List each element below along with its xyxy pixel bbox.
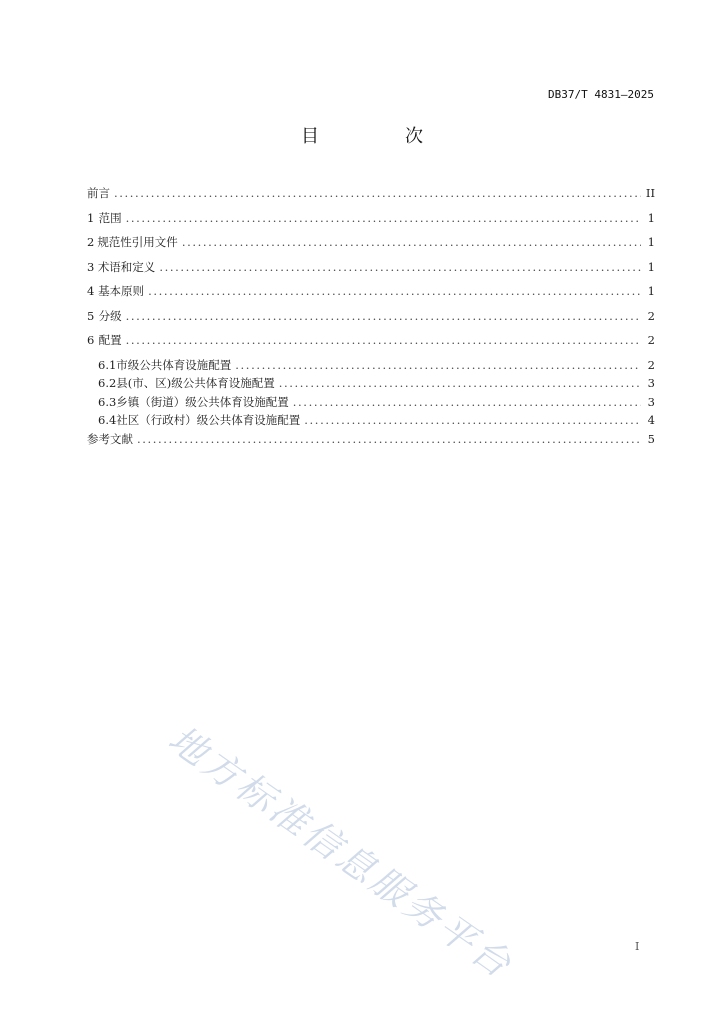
leader-dots [126,211,641,225]
toc-entry-page: 1 [647,284,655,298]
toc-entry-number: 6.3 [98,394,117,409]
toc-entry-number: 6.2 [98,376,117,391]
toc-entry-normative-references[interactable] [87,235,655,260]
toc-entry-6-1[interactable] [87,358,655,377]
toc-entry-configuration[interactable] [87,333,655,358]
toc-entry-label: 配置 [98,333,122,347]
page-number: I [635,940,640,953]
leader-dots [137,432,641,446]
toc-entry-label: 参考文献 [87,431,133,446]
standard-code: DB37/T 4831—2025 [548,88,654,101]
toc-entry-number: 6.1 [98,357,117,372]
toc-entry-6-4[interactable] [87,413,655,432]
toc-entry-bibliography[interactable] [87,432,655,457]
toc-entry-number: 6 [87,333,95,347]
toc-entry-number: 6.4 [98,413,117,428]
toc-entry-page: 2 [647,357,655,372]
toc-entry-label: 县(市、区)级公共体育设施配置 [116,376,275,391]
toc-entry-label: 术语和定义 [97,259,156,274]
leader-dots [304,413,641,427]
toc-title: 目 次 [301,126,457,147]
toc-entry-number: 1 [87,210,95,225]
toc-entry-page: 3 [647,394,655,409]
toc-entry-page: 2 [647,333,655,347]
leader-dots [159,260,641,274]
leader-dots [126,333,641,347]
toc-entry-page: 1 [647,235,655,249]
toc-entry-number: 2 [87,235,95,249]
toc-entry-6-2[interactable] [87,376,655,395]
toc-entry-6-3[interactable] [87,395,655,414]
toc-entry-label: 规范性引用文件 [97,235,178,249]
toc-entry-label: 前言 [87,186,110,200]
toc-entry-label: 社区（行政村）级公共体育设施配置 [116,413,301,428]
toc-entry-label: 范围 [98,210,122,225]
toc-entry-label: 市级公共体育设施配置 [116,357,232,372]
toc-entry-page: 3 [647,376,655,391]
table-of-contents [87,186,655,456]
toc-entry-number: 3 [87,259,95,274]
leader-dots [126,309,641,323]
toc-entry-label: 分级 [98,308,122,323]
watermark-text: 地方标准信息服务平台 [160,717,522,988]
toc-entry-basic-principles[interactable] [87,284,655,309]
leader-dots [114,186,641,200]
toc-entry-page: II [645,186,655,200]
toc-entry-page: 1 [647,259,655,274]
leader-dots [293,395,641,409]
leader-dots [235,358,641,372]
leader-dots [148,284,641,298]
toc-entry-foreword[interactable] [87,186,655,211]
toc-entry-label: 乡镇（街道）级公共体育设施配置 [116,394,289,409]
leader-dots [279,376,641,390]
toc-entry-page: 1 [647,210,655,225]
toc-entry-classification[interactable] [87,309,655,334]
toc-entry-page: 5 [647,431,655,446]
toc-entry-number: 5 [87,308,95,323]
toc-entry-label: 基本原则 [98,284,145,298]
toc-entry-number: 4 [87,284,95,298]
toc-entry-page: 4 [647,413,655,428]
toc-entry-page: 2 [647,308,655,323]
toc-entry-scope[interactable] [87,211,655,236]
leader-dots [182,235,641,249]
toc-entry-terms-definitions[interactable] [87,260,655,285]
